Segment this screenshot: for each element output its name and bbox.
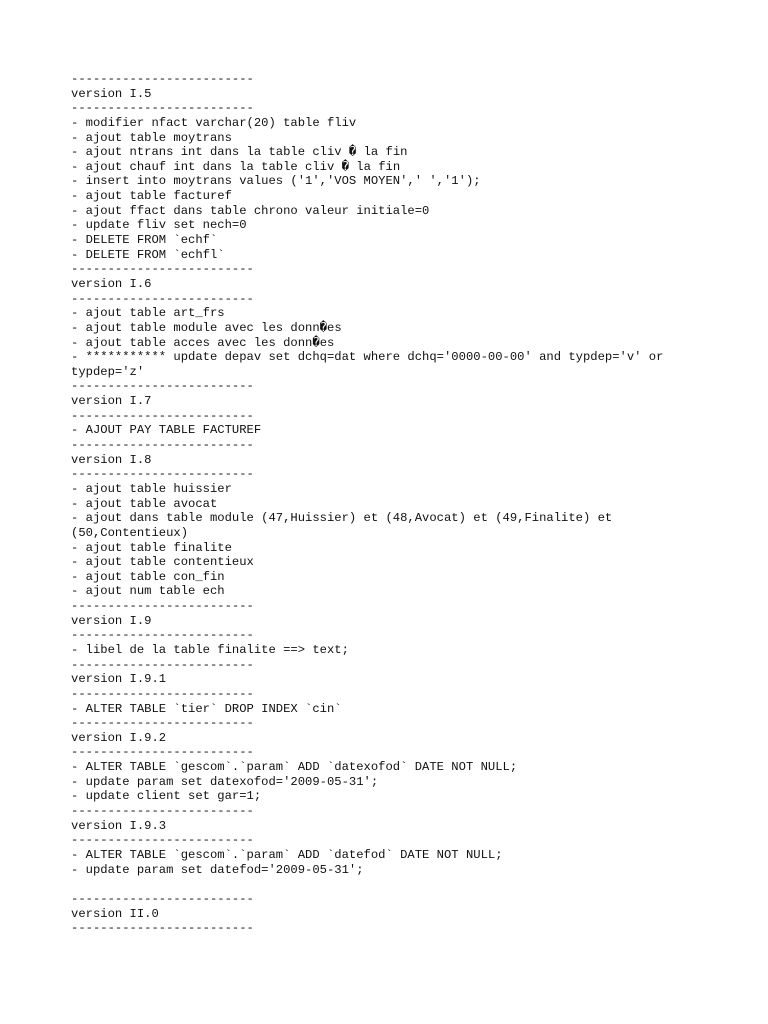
version-heading: version I.6 [71,276,152,291]
changelog-item: - update param set datefod='2009-05-31'; [71,862,364,877]
changelog-item: - ajout table facturef [71,189,232,204]
changelog-item: - insert into moytrans values ('1','VOS MOYEN',' ','1'); [71,174,481,189]
separator-line: ------------------------- [71,101,254,116]
separator-line: ------------------------- [71,891,254,906]
separator-line: ------------------------- [71,716,254,731]
separator-line: ------------------------- [71,657,254,672]
version-heading: version I.8 [71,452,152,467]
separator-line: ------------------------- [71,833,254,848]
changelog-item: - DELETE FROM `echf` [71,233,218,248]
document-text [71,72,761,936]
separator-line: ------------------------- [71,467,254,482]
version-heading: version II.0 [71,906,159,921]
separator-line: ------------------------- [71,379,254,394]
separator-line: ------------------------- [71,628,254,643]
version-heading: version I.9.1 [71,672,167,687]
separator-line: ------------------------- [71,745,254,760]
separator-line: ------------------------- [71,438,254,453]
changelog-item: - ajout table contentieux [71,555,254,570]
separator-line: ------------------------- [71,686,254,701]
changelog-item: - ajout table avocat [71,496,218,511]
changelog-item: - ajout chauf int dans la table cliv � la fin [71,159,401,174]
separator-line: ------------------------- [71,921,254,936]
version-heading: version I.9 [71,613,152,628]
changelog-item: - ajout table moytrans [71,130,232,145]
changelog-item: - ajout ntrans int dans la table cliv � la fin [71,145,408,160]
changelog-item: - update fliv set nech=0 [71,218,247,233]
separator-line: ------------------------- [71,804,254,819]
separator-line: ------------------------- [71,408,254,423]
separator-line: ------------------------- [71,262,254,277]
changelog-item: - update client set gar=1; [71,789,262,804]
changelog-item: - ajout table finalite [71,540,232,555]
changelog-item: - ALTER TABLE `tier` DROP INDEX `cin` [71,701,342,716]
changelog-item: - modifier nfact varchar(20) table fliv [71,115,357,130]
separator-line: ------------------------- [71,599,254,614]
changelog-item: - ajout table huissier [71,481,232,496]
changelog-item: - *********** update depav set dchq=dat where dchq='0000-00-00' and typdep='v' or [71,350,664,365]
changelog-item: - ajout dans table module (47,Huissier) et (48,Avocat) et (49,Finalite) et [71,511,613,526]
version-heading: version I.9.2 [71,730,167,745]
text-line: typdep='z' [71,364,145,379]
version-heading: version I.7 [71,394,152,409]
blank-line [71,877,761,892]
separator-line: ------------------------- [71,291,254,306]
changelog-item: - libel de la table finalite ==> text; [71,642,349,657]
changelog-item: - ajout table con_fin [71,569,225,584]
changelog-item: - ajout table acces avec les donn�es [71,335,335,350]
changelog-item: - ALTER TABLE `gescom`.`param` ADD `datexofod` DATE NOT NULL; [71,760,518,775]
changelog-item: - ALTER TABLE `gescom`.`param` ADD `datefod` DATE NOT NULL; [71,847,503,862]
changelog-item: - AJOUT PAY TABLE FACTUREF [71,423,262,438]
changelog-item: - ajout ffact dans table chrono valeur initiale=0 [71,203,430,218]
changelog-item: - DELETE FROM `echfl` [71,247,225,262]
changelog-item: - update param set datexofod='2009-05-31'; [71,774,379,789]
text-line: (50,Contentieux) [71,525,189,540]
version-heading: version I.9.3 [71,818,167,833]
changelog-item: - ajout table module avec les donn�es [71,320,342,335]
changelog-item: - ajout table art_frs [71,306,225,321]
separator-line: ------------------------- [71,72,254,86]
version-heading: version I.5 [71,86,152,101]
changelog-item: - ajout num table ech [71,584,225,599]
